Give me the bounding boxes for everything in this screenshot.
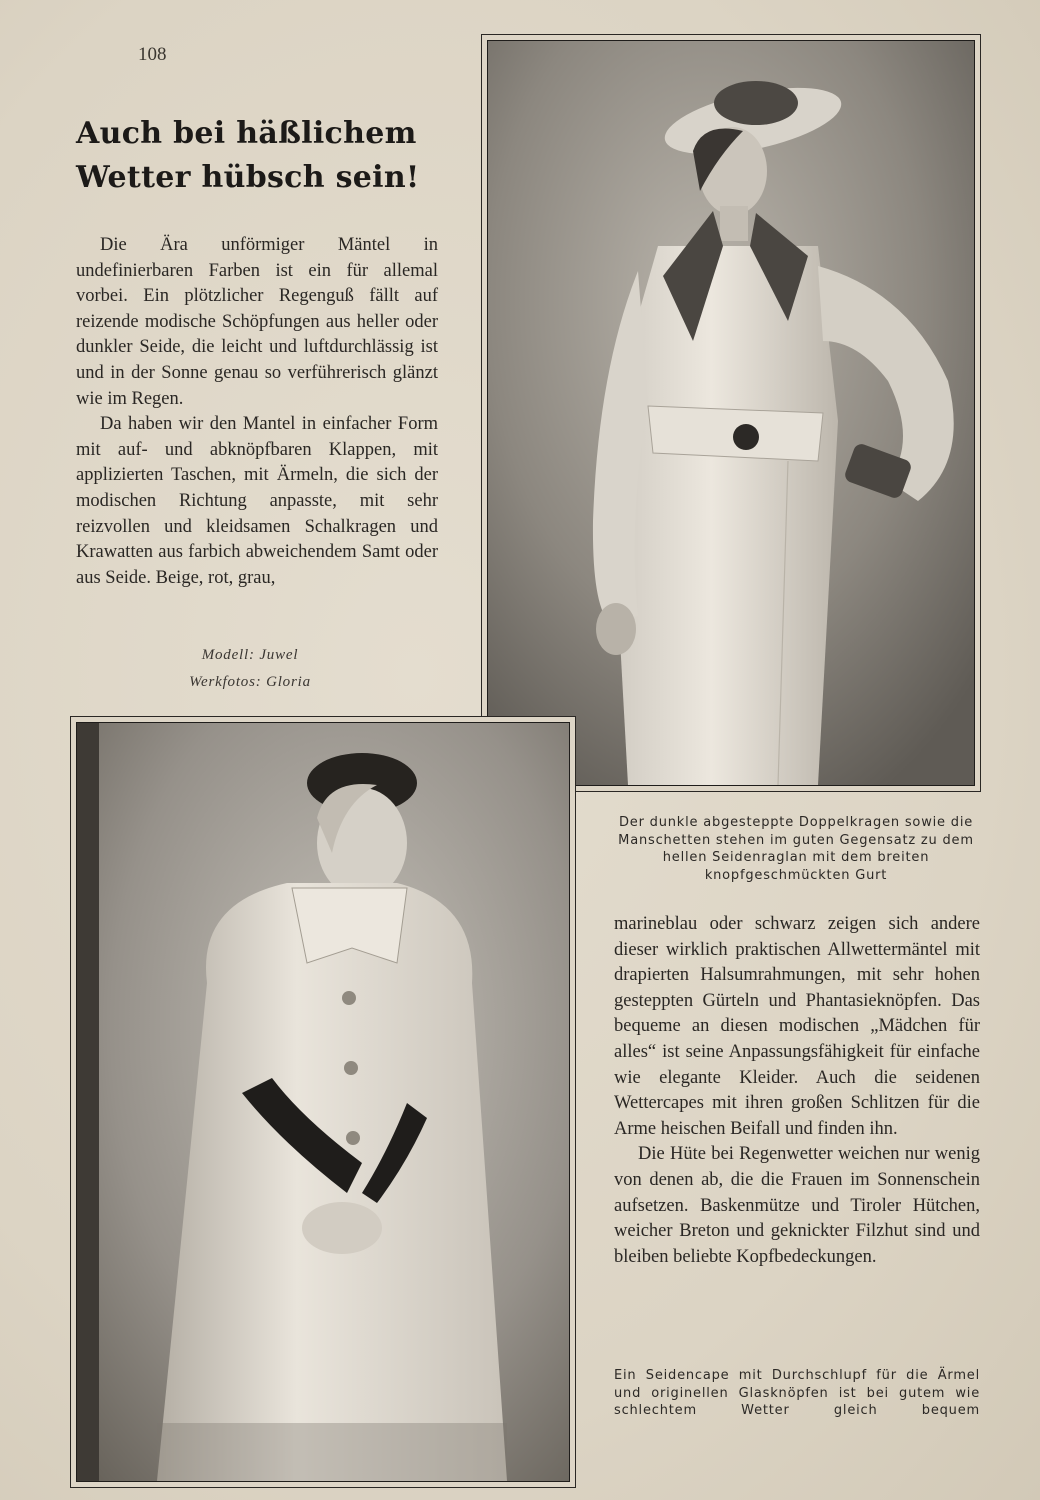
photo-silk-cape-image bbox=[77, 723, 569, 1481]
photo-raglan-coat bbox=[487, 40, 975, 786]
headline-line-1: Auch bei häßlichem bbox=[76, 116, 417, 151]
article-headline bbox=[76, 112, 456, 200]
continuation-column bbox=[614, 912, 980, 1270]
photo-silk-cape bbox=[76, 722, 570, 1482]
page-number: 108 bbox=[138, 44, 167, 65]
photo-credit: Werkfotos: Gloria bbox=[189, 674, 311, 690]
headline-line-2: Wetter hübsch sein! bbox=[76, 160, 420, 195]
photo-raglan-coat-image bbox=[488, 41, 974, 785]
continuation-paragraph-1: marineblau oder schwarz zeigen sich andere dieser wirklich praktischen Allwettermäntel mit drapierten Halsumrahmungen, mit sehr hohen gesteppten Gürteln und Phantasieknöpfen. Das bequeme an diesen modischen „Mädchen für alles“ ist seine Anpassungsfähigkeit für einfache wie elegante Kleider. Auch die seidenen Wettercapes mit ihren großen Schlitzen für die Arme heischen Beifall und finden ihn. bbox=[614, 914, 980, 1139]
caption-silk-cape: Ein Seidencape mit Durchschlupf für die Ärmel und originellen Glasknöpfen ist bei gutem wie schlechtem Wetter gleich bequem bbox=[614, 1368, 980, 1418]
model-credit: Modell: Juwel bbox=[201, 647, 299, 663]
continuation-paragraph-2: Die Hüte bei Regenwetter weichen nur wenig von denen ab, die die Frauen im Sonnenschein aufsetzen. Baskenmütze und Tiroler Hütchen, weicher Breton und geknickter Filzhut sind und bleiben beliebte Kopfbedeckungen. bbox=[614, 1144, 980, 1267]
intro-paragraph-2: Da haben wir den Mantel in einfacher Form mit auf- und abknöpfbaren Klappen, mit applizierten Taschen, mit Ärmeln, die sich der modischen Richtung anpasste, mit sehr reizvollen und kleidsamen Schalkragen und Krawatten aus farbich abweichendem Samt oder aus Seide. Beige, rot, grau, bbox=[76, 414, 438, 588]
intro-column bbox=[76, 233, 438, 591]
caption-raglan-coat: Der dunkle abgesteppte Doppelkragen sowie die Manschetten stehen im guten Gegensatz zu dem hellen Seidenraglan mit dem breiten knopfgeschmückten Gurt bbox=[618, 815, 974, 883]
photo-credits bbox=[150, 642, 350, 696]
intro-paragraph-1: Die Ära unförmiger Mäntel in undefinierbaren Farben ist ein für allemal vorbei. Ein plötzlicher Regenguß fällt auf reizende modische Schöpfungen aus heller oder dunkler Seide, die leicht und luftdurchlässig ist und in der Sonne genau so verführerisch glänzt wie im Regen. bbox=[76, 235, 438, 409]
